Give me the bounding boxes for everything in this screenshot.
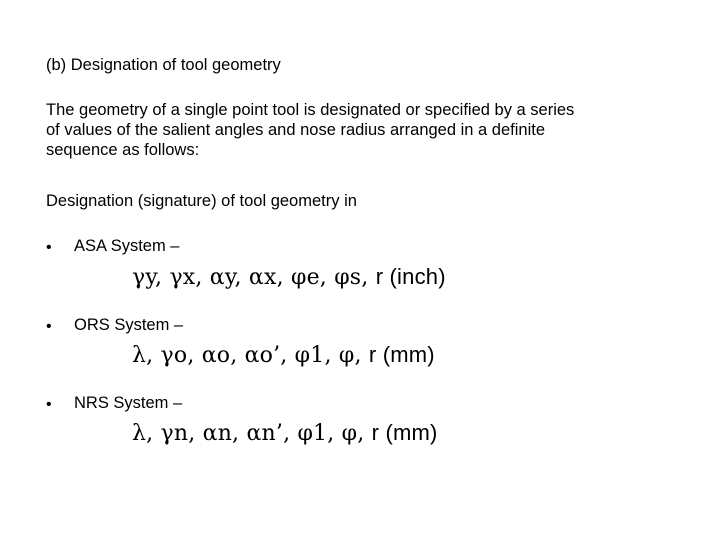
paragraph-line: of values of the salient angles and nose radius arranged in a definite: [46, 121, 546, 139]
nrs-signature-formula: [132, 420, 438, 446]
formula-unit: r (inch): [375, 264, 446, 289]
ors-signature-formula: [132, 342, 435, 368]
designation-subheading: Designation (signature) of tool geometry in: [46, 192, 357, 210]
formula-symbols: γy, γx, αy, αx, φe, φs,: [132, 265, 369, 290]
intro-paragraph: [46, 100, 694, 160]
system-label: ORS System –: [74, 316, 184, 334]
paragraph-line: sequence as follows:: [46, 141, 200, 159]
paragraph-line: The geometry of a single point tool is designated or specified by a series: [46, 101, 575, 119]
section-heading: (b) Designation of tool geometry: [46, 56, 281, 74]
formula-symbols: λ, γn, αn, αn’, φ1, φ,: [132, 421, 365, 446]
asa-signature-formula: [132, 264, 446, 290]
bullet-icon: •: [46, 396, 52, 413]
system-label: ASA System –: [74, 237, 180, 255]
formula-unit: r (mm): [368, 342, 435, 367]
bullet-icon: •: [46, 318, 52, 335]
bullet-icon: •: [46, 239, 52, 256]
formula-unit: r (mm): [371, 420, 438, 445]
formula-symbols: λ, γo, αo, αo’, φ1, φ,: [132, 343, 362, 368]
system-label: NRS System –: [74, 394, 183, 412]
